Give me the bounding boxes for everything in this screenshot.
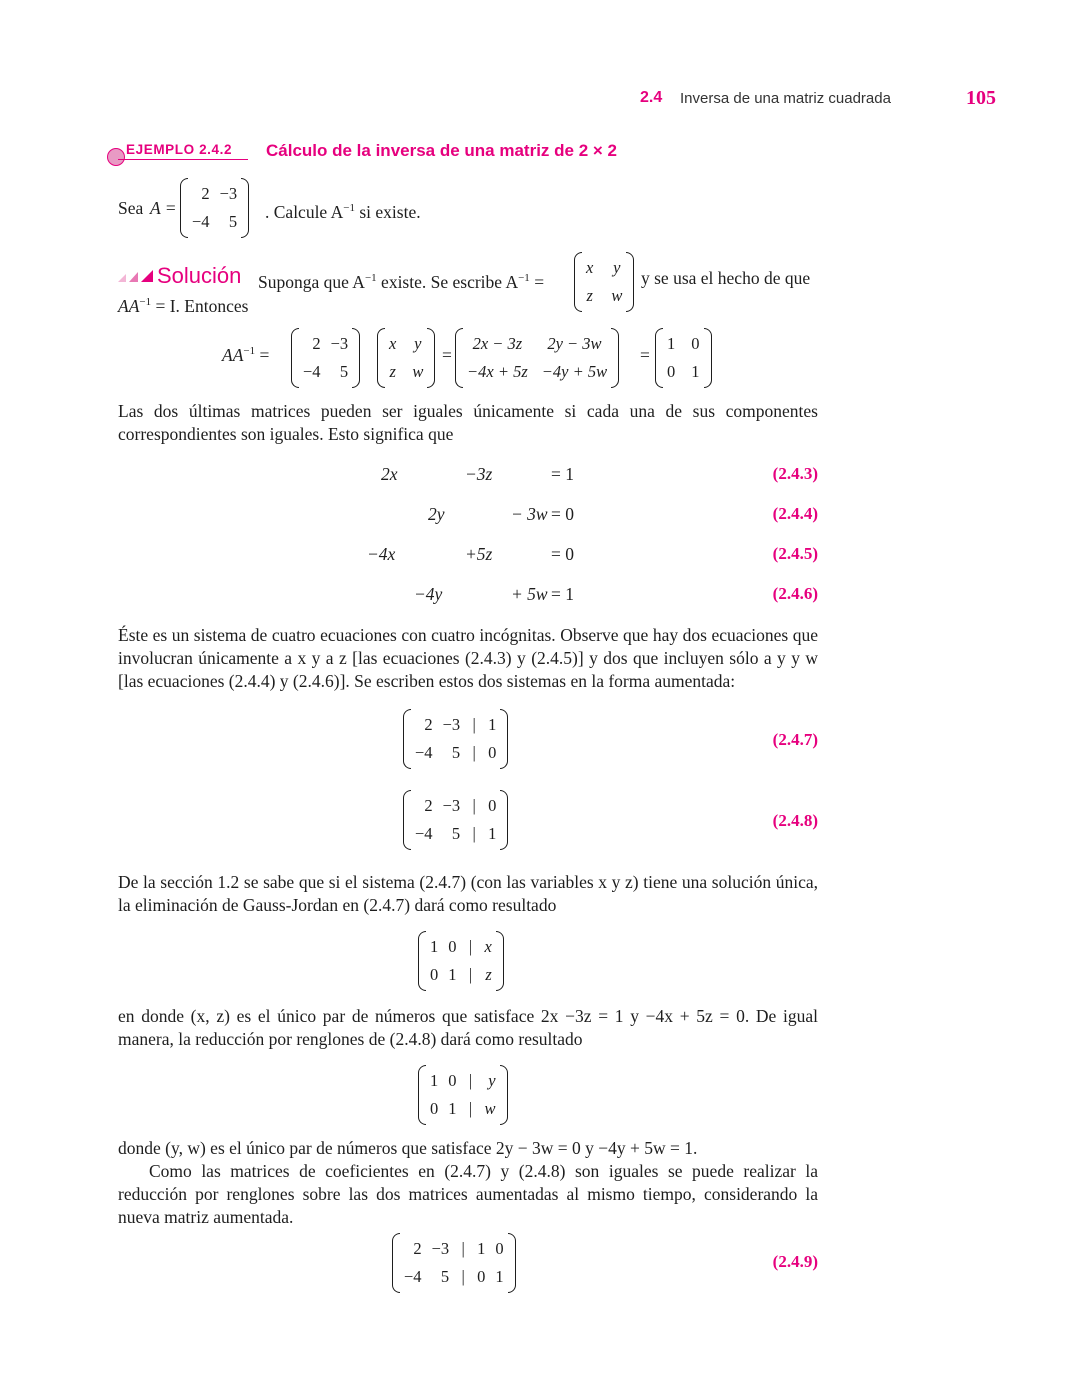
matrix-cell: 1 — [495, 1267, 504, 1286]
eq-rhs: = 0 — [551, 504, 574, 524]
statement-sup: −1 — [343, 202, 355, 214]
equation-number: (2.4.7) — [772, 730, 818, 749]
eq-term: + 5w — [511, 584, 548, 604]
section-title: Inversa de una matriz cuadrada — [680, 90, 891, 107]
matrix-cell: 1 — [448, 965, 457, 984]
matrix-cell: 2 — [201, 184, 210, 203]
matrix-cell: −3 — [219, 184, 238, 203]
matrix-cell: 1 — [430, 937, 439, 956]
matrix-cell: 1 — [488, 715, 497, 734]
paragraph-3: De la sección 1.2 se sabe que si el sistema (2.4.7) (con las variables x y z) tiene una solución única, la eliminación de Gauss-Jordan en (2.4.7) dará como resultado — [118, 872, 818, 915]
matrix-cell: 5 — [440, 1267, 450, 1286]
product-lhs: $AA^{-1}$ = — [222, 345, 270, 365]
solution-sup2: −1 — [518, 272, 530, 284]
eq-term: −3z — [465, 464, 493, 484]
matrix-cell: −4 — [404, 1267, 422, 1286]
equation-number: (2.4.3) — [772, 464, 818, 483]
matrix-cell: z — [586, 286, 593, 305]
solution-line2-aa: AA — [118, 295, 140, 316]
equation-number: (2.4.8) — [772, 811, 818, 830]
matrix-cell: w — [412, 362, 424, 381]
matrix-cell: 2x − 3z — [472, 334, 523, 353]
product-matrix-ax — [455, 328, 619, 388]
solution-text3: = — [529, 271, 545, 292]
result-matrix-yw — [418, 1065, 508, 1125]
matrix-cell: 0 — [477, 1267, 486, 1286]
matrix-cell: 0 — [430, 1099, 439, 1118]
solution-heading: Solución — [157, 263, 242, 288]
product-lhs-aa: AA — [222, 345, 244, 365]
matrix-divider: | — [461, 1267, 465, 1286]
matrix-cell: −4 — [415, 743, 433, 762]
eq-term: − 3w — [511, 504, 548, 524]
matrix-divider: | — [472, 743, 476, 762]
matrix-cell: 2 — [312, 334, 321, 353]
matrix-cell: 1 — [430, 1071, 439, 1090]
solution-line2 — [118, 291, 248, 318]
example-label: EJEMPLO 2.4.2 — [126, 142, 233, 157]
paragraph-5: donde (y, w) es el único par de números que satisface 2y − 3w = 0 y −4y + 5w = 1. — [118, 1138, 698, 1158]
matrix-cell: 5 — [339, 362, 349, 381]
eq-rhs: = 1 — [551, 464, 574, 484]
matrix-divider: | — [461, 1239, 465, 1258]
matrix-divider: | — [472, 796, 476, 815]
equals-sign: = — [640, 345, 650, 365]
matrix-divider: | — [468, 965, 473, 984]
matrix-cell: −4 — [415, 824, 433, 843]
matrix-cell: −3 — [442, 715, 461, 734]
solution-line2-sup: −1 — [139, 296, 152, 308]
product-lhs-sup: −1 — [243, 345, 256, 358]
statement-text — [265, 197, 421, 224]
statement-a-eq: A = — [150, 198, 177, 218]
matrix-divider: | — [468, 937, 473, 956]
matrix-cell: 2y − 3w — [547, 334, 602, 353]
identity-matrix — [655, 328, 712, 388]
matrix-cell: −4y + 5w — [541, 362, 608, 381]
example-title: Cálculo de la inversa de una matriz de 2 × 2 — [266, 141, 617, 160]
augmented-matrix-2-4-7 — [403, 709, 508, 769]
equation-number: (2.4.9) — [772, 1252, 818, 1271]
matrix-cell: 0 — [448, 1071, 457, 1090]
matrix-cell: 2 — [413, 1239, 422, 1258]
statement-rest: . Calcule A — [265, 201, 344, 222]
matrix-cell: 0 — [430, 965, 439, 984]
matrix-divider: | — [472, 824, 476, 843]
matrix-cell: 0 — [691, 334, 700, 353]
paragraph-2: Éste es un sistema de cuatro ecuaciones con cuatro incógnitas. Observe que hay dos ecuaciones que involucran únicamente a x y a z [las ecuaciones (2.4.3) y (2.4.5)] y dos que incluyen sólo a y y w [las ecuaciones (2.4.4) y (2.4.6)]. Se escriben estos dos sistemas en la forma aumentada: — [118, 625, 818, 691]
example-marker-icon — [107, 148, 125, 166]
equation-number: (2.4.6) — [772, 584, 818, 603]
matrix-divider: | — [468, 1071, 473, 1090]
matrix-cell: −3 — [431, 1239, 450, 1258]
matrix-cell: −4x + 5z — [467, 362, 528, 381]
section-number: 2.4 — [640, 89, 663, 106]
matrix-cell: 1 — [667, 334, 676, 353]
solution-text2: existe. Se escribe A — [376, 271, 519, 292]
eq-term: 2y — [428, 504, 445, 524]
matrix-cell: x — [586, 258, 594, 277]
example-rule — [118, 159, 248, 160]
eq-rhs: = 0 — [551, 544, 574, 564]
matrix-cell: 0 — [488, 796, 497, 815]
solution-text4: y se usa el hecho de que — [641, 268, 811, 288]
matrix-cell: 0 — [495, 1239, 504, 1258]
matrix-cell: 2 — [424, 796, 433, 815]
eq-rhs: = 1 — [551, 584, 574, 604]
matrix-cell: 0 — [667, 362, 676, 381]
solution-text1: Suponga que A — [258, 271, 365, 292]
matrix-cell: 2 — [424, 715, 433, 734]
page-number: 105 — [966, 87, 996, 109]
matrix-cell: y — [613, 258, 621, 277]
product-matrix-a — [291, 328, 360, 388]
matrix-divider: | — [468, 1099, 473, 1118]
eq-term: 2x — [381, 464, 398, 484]
matrix-cell: 1 — [477, 1239, 486, 1258]
statement-sea: Sea — [118, 198, 144, 218]
eq-term: −4x — [367, 544, 396, 564]
solution-line2-rest: = I. Entonces — [151, 295, 249, 316]
matrix-cell: w — [484, 1099, 496, 1118]
matrix-cell: −4 — [303, 362, 321, 381]
statement-tail: si existe. — [354, 201, 421, 222]
eq-term: −4y — [414, 584, 443, 604]
matrix-cell: y — [414, 334, 422, 353]
matrix-cell: x — [389, 334, 397, 353]
matrix-cell: −3 — [442, 796, 461, 815]
matrix-cell: 5 — [451, 743, 461, 762]
matrix-cell: 5 — [228, 212, 238, 231]
matrix-cell: z — [485, 965, 492, 984]
matrix-cell: 0 — [448, 937, 457, 956]
matrix-a — [180, 178, 249, 238]
matrix-cell: y — [488, 1071, 496, 1090]
paragraph-4: en donde (x, z) es el único par de números que satisface 2x −3z = 1 y −4x + 5z = 0. De igual manera, la reducción por renglones de (2.4.8) dará como resultado — [118, 1006, 818, 1049]
matrix-cell: z — [389, 362, 396, 381]
matrix-cell: 1 — [488, 824, 497, 843]
matrix-cell: 0 — [488, 743, 497, 762]
matrix-cell: 1 — [691, 362, 700, 381]
paragraph-6: Como las matrices de coeficientes en (2.4.7) y (2.4.8) son iguales se puede realizar la reducción por renglones sobre las dos matrices aumentadas al mismo tiempo, considerando la nueva matriz aumentada. — [118, 1161, 818, 1227]
eq-term: +5z — [465, 544, 493, 564]
matrix-cell: −3 — [330, 334, 349, 353]
product-matrix-x — [377, 328, 435, 388]
result-matrix-xz — [418, 931, 504, 991]
matrix-cell: 1 — [448, 1099, 457, 1118]
solution-text — [258, 267, 544, 294]
matrix-cell: x — [484, 937, 492, 956]
equals-sign: = — [442, 345, 452, 365]
equation-number: (2.4.5) — [772, 544, 818, 563]
solution-sup1: −1 — [364, 272, 377, 284]
matrix-cell: w — [611, 286, 623, 305]
matrix-cell: 5 — [451, 824, 461, 843]
equation-number: (2.4.4) — [772, 504, 818, 523]
matrix-divider: | — [472, 715, 476, 734]
paragraph-1: Las dos últimas matrices pueden ser iguales únicamente si cada una de sus componentes correspondientes son iguales. Esto significa que — [118, 401, 818, 444]
augmented-matrix-2-4-9 — [392, 1233, 516, 1293]
matrix-xyzw — [574, 252, 634, 312]
augmented-matrix-2-4-8 — [403, 790, 508, 850]
matrix-cell: −4 — [192, 212, 210, 231]
solution-triangles-icon — [118, 270, 154, 289]
